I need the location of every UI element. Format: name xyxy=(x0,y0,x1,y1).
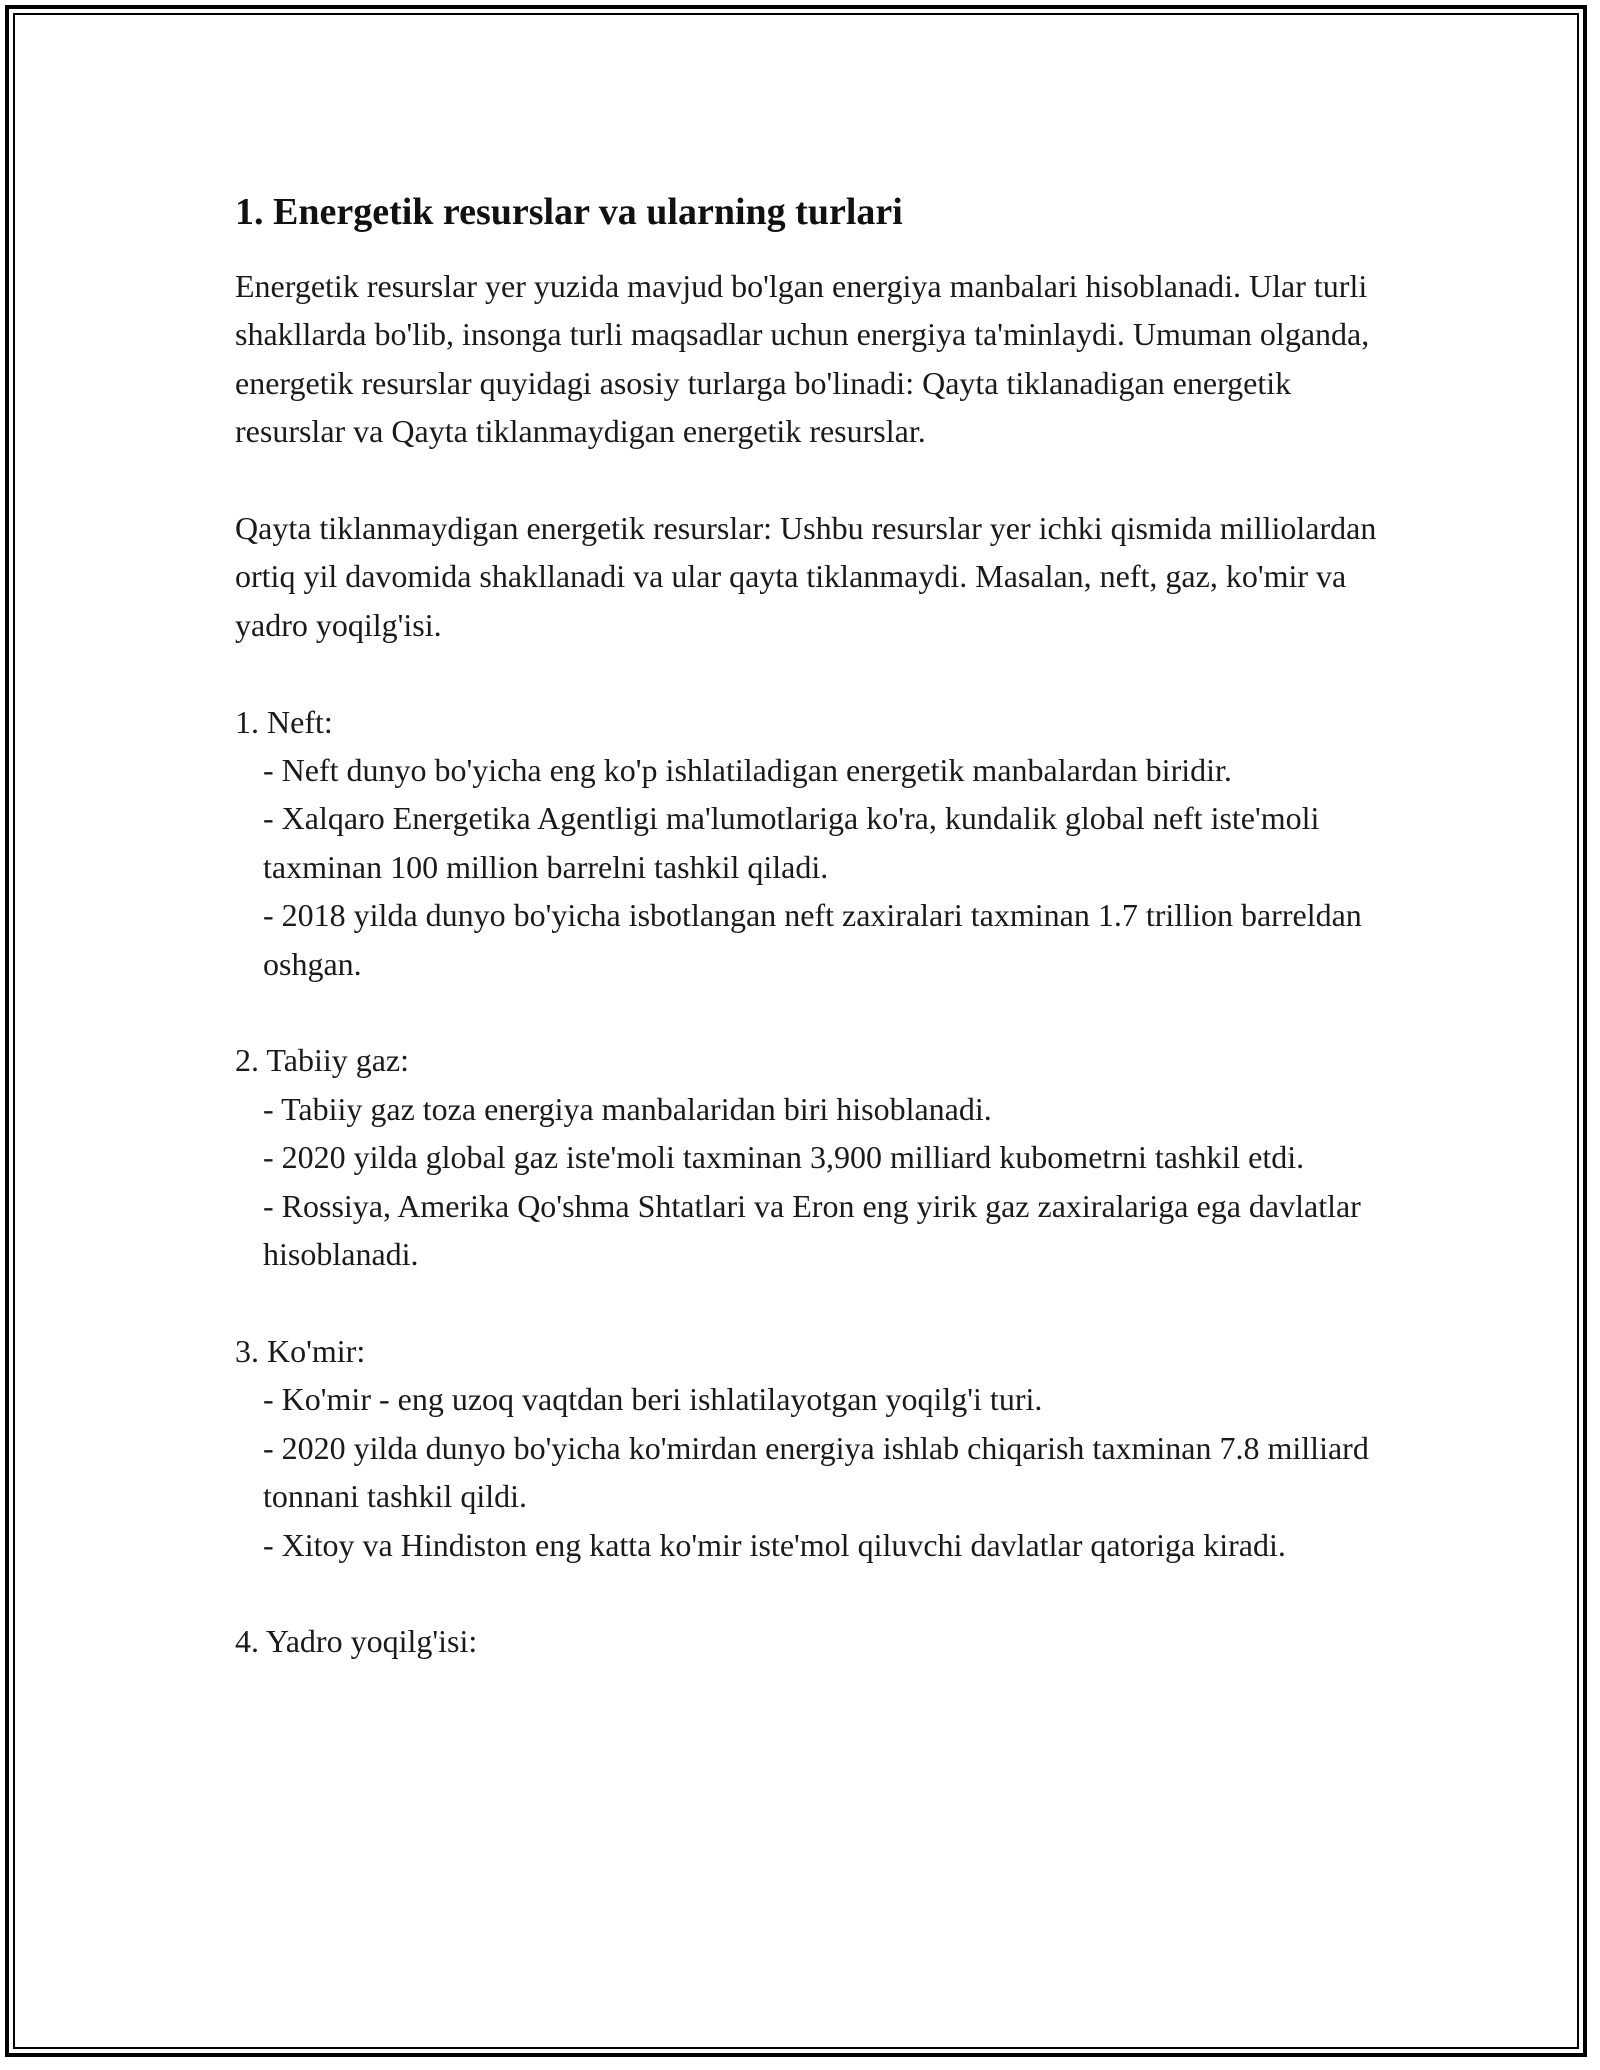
paragraph-gap xyxy=(235,988,1385,1036)
list-item: - 2020 yilda global gaz iste'moli taxminan 3,900 milliard kubometrni tashkil etdi. xyxy=(263,1139,1305,1176)
list-item: - Xalqaro Energetika Agentligi ma'lumotlariga ko'ra, kundalik global neft iste'moli taxminan 100 million barrelni tashkil qiladi. xyxy=(263,800,1328,885)
list-item: - Neft dunyo bo'yicha eng ko'p ishlatiladigan energetik manbalardan biridir. xyxy=(263,752,1232,789)
list-item: - Tabiiy gaz toza energiya manbalaridan biri hisoblanadi. xyxy=(263,1090,992,1127)
list-item: - Xitoy va Hindiston eng katta ko'mir iste'mol qiluvchi davlatlar qatoriga kiradi. xyxy=(263,1526,1286,1563)
section-natural-gas xyxy=(235,1036,1385,1278)
list-item: - 2018 yilda dunyo bo'yicha isbotlangan neft zaxiralari taxminan 1.7 trillion barreldan oshgan. xyxy=(263,897,1370,982)
list-item: - Rossiya, Amerika Qo'shma Shtatlari va Eron eng yirik gaz zaxiralariga ega davlatlar hisoblanadi. xyxy=(263,1187,1369,1273)
section-heading: 3. Ko'mir: xyxy=(235,1332,366,1369)
section-oil xyxy=(235,698,1385,988)
list-item: - 2020 yilda dunyo bo'yicha ko'mirdan energiya ishlab chiqarish taxminan 7.8 milliard tonnani tashkil qildi. xyxy=(263,1429,1377,1515)
section-nuclear-fuel xyxy=(235,1617,1385,1665)
section-heading: 1. Neft: xyxy=(235,703,333,740)
intro-paragraph: Energetik resurslar yer yuzida mavjud bo'lgan energiya manbalari hisoblanadi. Ular turli shakllarda bo'lib, insonga turli maqsadlar uchun energiya ta'minlaydi. Umuman olganda, energetik resurslar quyidagi asosiy turlarga bo'linadi: Qayta tiklanadigan energetik resurslar va Qayta tiklanmaydigan energetik resurslar. xyxy=(235,268,1378,450)
paragraph-gap xyxy=(235,456,1385,504)
list-item: - Ko'mir - eng uzoq vaqtdan beri ishlatilayotgan yoqilg'i turi. xyxy=(263,1381,1043,1418)
section-heading: 2. Tabiiy gaz: xyxy=(235,1042,410,1079)
document-title: 1. Energetik resurslar va ularning turlari xyxy=(235,191,903,233)
paragraph-gap xyxy=(235,649,1385,697)
section-heading: 4. Yadro yoqilg'isi: xyxy=(235,1623,478,1660)
paragraph-gap xyxy=(235,1278,1385,1326)
section-coal xyxy=(235,1327,1385,1569)
nonrenewable-paragraph: Qayta tiklanmaydigan energetik resurslar: Ushbu resurslar yer ichki qismida milliolardan ortiq yil davomida shakllanadi va ular qayta tiklanmaydi. Masalan, neft, gaz, ko'mir va yadro yoqilg'isi. xyxy=(235,510,1385,643)
paragraph-gap xyxy=(235,1569,1385,1617)
document-body xyxy=(235,188,1385,1666)
